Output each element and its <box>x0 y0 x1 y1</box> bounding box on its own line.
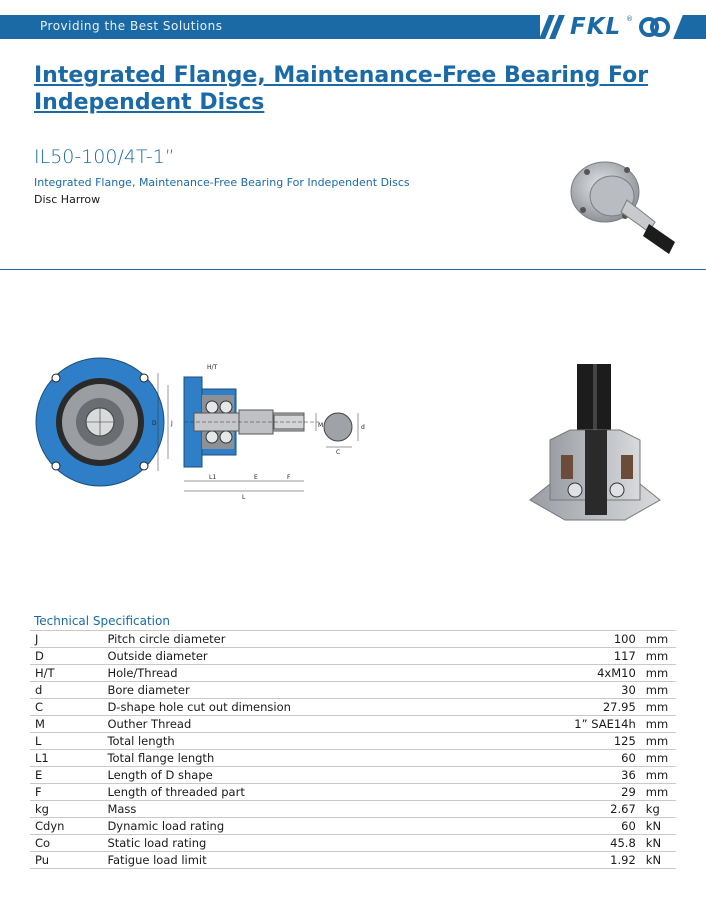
spec-symbol: C <box>30 699 102 716</box>
label-l1: L1 <box>209 474 217 481</box>
spec-row <box>30 852 676 869</box>
spec-row <box>30 665 676 682</box>
spec-unit: mm <box>641 750 676 767</box>
label-f: F <box>287 474 291 481</box>
spec-value: 2.67 <box>506 801 641 818</box>
spec-symbol: J <box>30 631 102 648</box>
spec-row <box>30 733 676 750</box>
spec-symbol: Co <box>30 835 102 852</box>
spec-value: 60 <box>506 818 641 835</box>
spec-unit: mm <box>641 733 676 750</box>
spec-symbol: Pu <box>30 852 102 869</box>
spec-unit: kN <box>641 835 676 852</box>
spec-symbol: E <box>30 767 102 784</box>
spec-description: Bore diameter <box>102 682 506 699</box>
spec-row <box>30 784 676 801</box>
spec-row <box>30 801 676 818</box>
bearing-photo <box>565 150 685 262</box>
spec-value: 117 <box>506 648 641 665</box>
spec-symbol: L <box>30 733 102 750</box>
spec-symbol: kg <box>30 801 102 818</box>
spec-unit: mm <box>641 699 676 716</box>
label-e: E <box>254 474 258 481</box>
spec-row <box>30 682 676 699</box>
header-bar <box>0 15 706 39</box>
spec-symbol: M <box>30 716 102 733</box>
header-tagline: Providing the Best Solutions <box>40 19 223 33</box>
spec-title: Technical Specification <box>34 614 170 628</box>
spec-row <box>30 716 676 733</box>
spec-description: Static load rating <box>102 835 506 852</box>
logo-text: FKL <box>570 14 622 40</box>
spec-unit: kN <box>641 818 676 835</box>
spec-row <box>30 767 676 784</box>
spec-unit: mm <box>641 784 676 801</box>
spec-value: 45.8 <box>506 835 641 852</box>
d-shape-view <box>324 413 358 447</box>
page-title: Integrated Flange, Maintenance-Free Bearing For Independent Discs <box>34 63 649 115</box>
technical-drawing <box>34 355 374 505</box>
label-c: C <box>336 449 341 456</box>
label-d-outer: D <box>152 420 157 427</box>
spec-description: Hole/Thread <box>102 665 506 682</box>
spec-description: Outside diameter <box>102 648 506 665</box>
spec-description: Pitch circle diameter <box>102 631 506 648</box>
cutaway-image <box>525 360 665 530</box>
label-j: J <box>171 420 173 427</box>
spec-value: 30 <box>506 682 641 699</box>
section-divider <box>0 269 706 270</box>
spec-unit: mm <box>641 767 676 784</box>
spec-description: D-shape hole cut out dimension <box>102 699 506 716</box>
product-code: IL50-100/4T-1” <box>34 146 175 168</box>
spec-symbol: L1 <box>30 750 102 767</box>
label-ht: H/T <box>207 364 218 371</box>
spec-symbol: F <box>30 784 102 801</box>
logo-registered: ® <box>626 15 633 23</box>
spec-description: Mass <box>102 801 506 818</box>
spec-symbol: H/T <box>30 665 102 682</box>
fkl-logo <box>540 15 706 39</box>
spec-row <box>30 648 676 665</box>
label-d-bore: d <box>361 424 365 431</box>
spec-value: 36 <box>506 767 641 784</box>
product-description: Integrated Flange, Maintenance-Free Bearing For Independent Discs <box>34 176 410 189</box>
spec-symbol: D <box>30 648 102 665</box>
logo-stripe <box>673 15 706 39</box>
spec-unit: mm <box>641 648 676 665</box>
label-l: L <box>242 494 246 501</box>
spec-row <box>30 818 676 835</box>
spec-unit: mm <box>641 665 676 682</box>
spec-unit: mm <box>641 716 676 733</box>
spec-value: 100 <box>506 631 641 648</box>
spec-table <box>30 630 676 869</box>
spec-value: 1” SAE14h <box>506 716 641 733</box>
spec-value: 1.92 <box>506 852 641 869</box>
side-view <box>158 373 319 491</box>
spec-row <box>30 750 676 767</box>
spec-row <box>30 631 676 648</box>
label-m: M <box>318 422 324 429</box>
spec-symbol: d <box>30 682 102 699</box>
spec-description: Total flange length <box>102 750 506 767</box>
front-view <box>36 358 164 486</box>
spec-unit: kg <box>641 801 676 818</box>
spec-description: Dynamic load rating <box>102 818 506 835</box>
spec-unit: mm <box>641 682 676 699</box>
spec-value: 4xM10 <box>506 665 641 682</box>
spec-symbol: Cdyn <box>30 818 102 835</box>
spec-row <box>30 835 676 852</box>
spec-description: Length of D shape <box>102 767 506 784</box>
logo-rings-icon <box>638 15 672 39</box>
spec-value: 29 <box>506 784 641 801</box>
spec-unit: kN <box>641 852 676 869</box>
spec-description: Length of threaded part <box>102 784 506 801</box>
spec-value: 60 <box>506 750 641 767</box>
spec-row <box>30 699 676 716</box>
spec-value: 27.95 <box>506 699 641 716</box>
spec-unit: mm <box>641 631 676 648</box>
spec-description: Fatigue load limit <box>102 852 506 869</box>
spec-value: 125 <box>506 733 641 750</box>
spec-description: Outher Thread <box>102 716 506 733</box>
spec-description: Total length <box>102 733 506 750</box>
product-application: Disc Harrow <box>34 193 101 206</box>
